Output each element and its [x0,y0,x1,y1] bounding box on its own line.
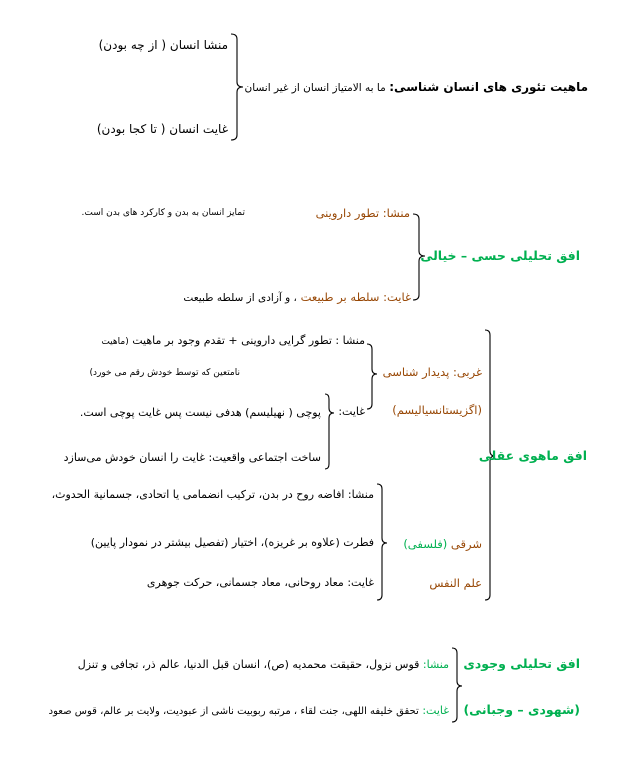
sensory-horizon-title: افق تحلیلی حسی – خیالی [420,248,580,263]
sensory-origin-note: تمایز انسان به بدن و کارکرد های بدن است. [81,208,245,218]
existential-goal-value: تحقق خلیفه اللهی، جنت لقاء ، مرتبه ربوبیت ناشی از عبودیت، ولایت بر عالم، قوس صعود [48,706,419,717]
brace-rational-horizon [485,330,495,600]
sensory-origin-value: تطور داروینی [315,206,380,220]
western-goal-social-construction: ساخت اجتماعی واقعیت: غایت را انسان خودش می‌سازد [63,451,321,464]
anthropology-title-main: ماهیت تئوری های انسان شناسی: [389,80,588,94]
sensory-origin [316,205,410,221]
eastern-origin: منشا: افاضه روح در بدن، ترکیب انضمامی یا اتحادی، جسمانیة الحدوث، [51,488,374,501]
existential-goal [49,703,449,720]
rational-horizon-title: افق ماهوی عقلی [478,448,587,463]
western-origin-text: منشا : تطور گرایی داروینی + تقدم وجود بر ماهیت [132,334,365,347]
western-school: (اگزیستانسیالیسم) [392,403,482,417]
anthropology-title-rest: ما به الامتیاز انسان از غیر انسان [244,82,386,94]
sensory-goal-value: سلطه بر طبیعت [300,290,380,304]
existential-goal-label: غایت: [422,704,449,717]
western-goal-nihilism: پوچی ( نهیلیسم) هدفی نیست پس غایت پوچی است. [79,406,321,419]
eastern-school: علم النفس [429,576,482,590]
anthropology-origin: منشا انسان ( از چه بودن) [98,38,228,52]
eastern-label-note: (فلسفی) [403,537,448,551]
sensory-goal-rest: ، و آزادی از سلطه طبیعت [183,292,297,304]
existential-horizon-title: افق تحلیلی وجودی [463,656,580,671]
sensory-goal [183,289,411,306]
western-origin-note-start: (ماهیت [101,337,129,347]
eastern-label [403,536,482,552]
existential-horizon-subtitle: (شهودی – وجبانی) [463,702,580,717]
existential-origin [78,657,449,673]
brace-western [367,344,377,409]
western-goal-label: غایت: [338,405,365,418]
anthropology-goal: غایت انسان ( تا کجا بودن) [96,122,228,136]
sensory-goal-label: غایت: [383,290,411,304]
eastern-origin-continued: فطرت (علاوه بر غریزه)، اختیار (تفصیل بیشتر در نمودار پایین) [90,536,374,549]
brace-anthropology [231,34,243,140]
existential-origin-value: قوس نزول، حقیقت محمدیه (ص)، انسان قبل الدنیا، عالم ذر، تجافی و تنزل [77,658,420,671]
anthropology-title [245,79,588,96]
eastern-goal: غایت: معاد روحانی، معاد جسمانی، حرکت جوهری [146,576,374,589]
sensory-origin-label: منشا: [382,206,410,220]
brace-existential-horizon [452,648,462,722]
existential-origin-label: منشا: [422,658,449,671]
western-origin [101,333,365,349]
brace-western-goal [325,394,334,469]
brace-eastern [377,484,387,600]
eastern-label-text: شرقی [450,537,482,551]
western-label: غربی: پدیدار شناسی [382,365,482,379]
western-origin-note-end: نامتعین که توسط خودش رقم می خورد) [89,368,240,378]
